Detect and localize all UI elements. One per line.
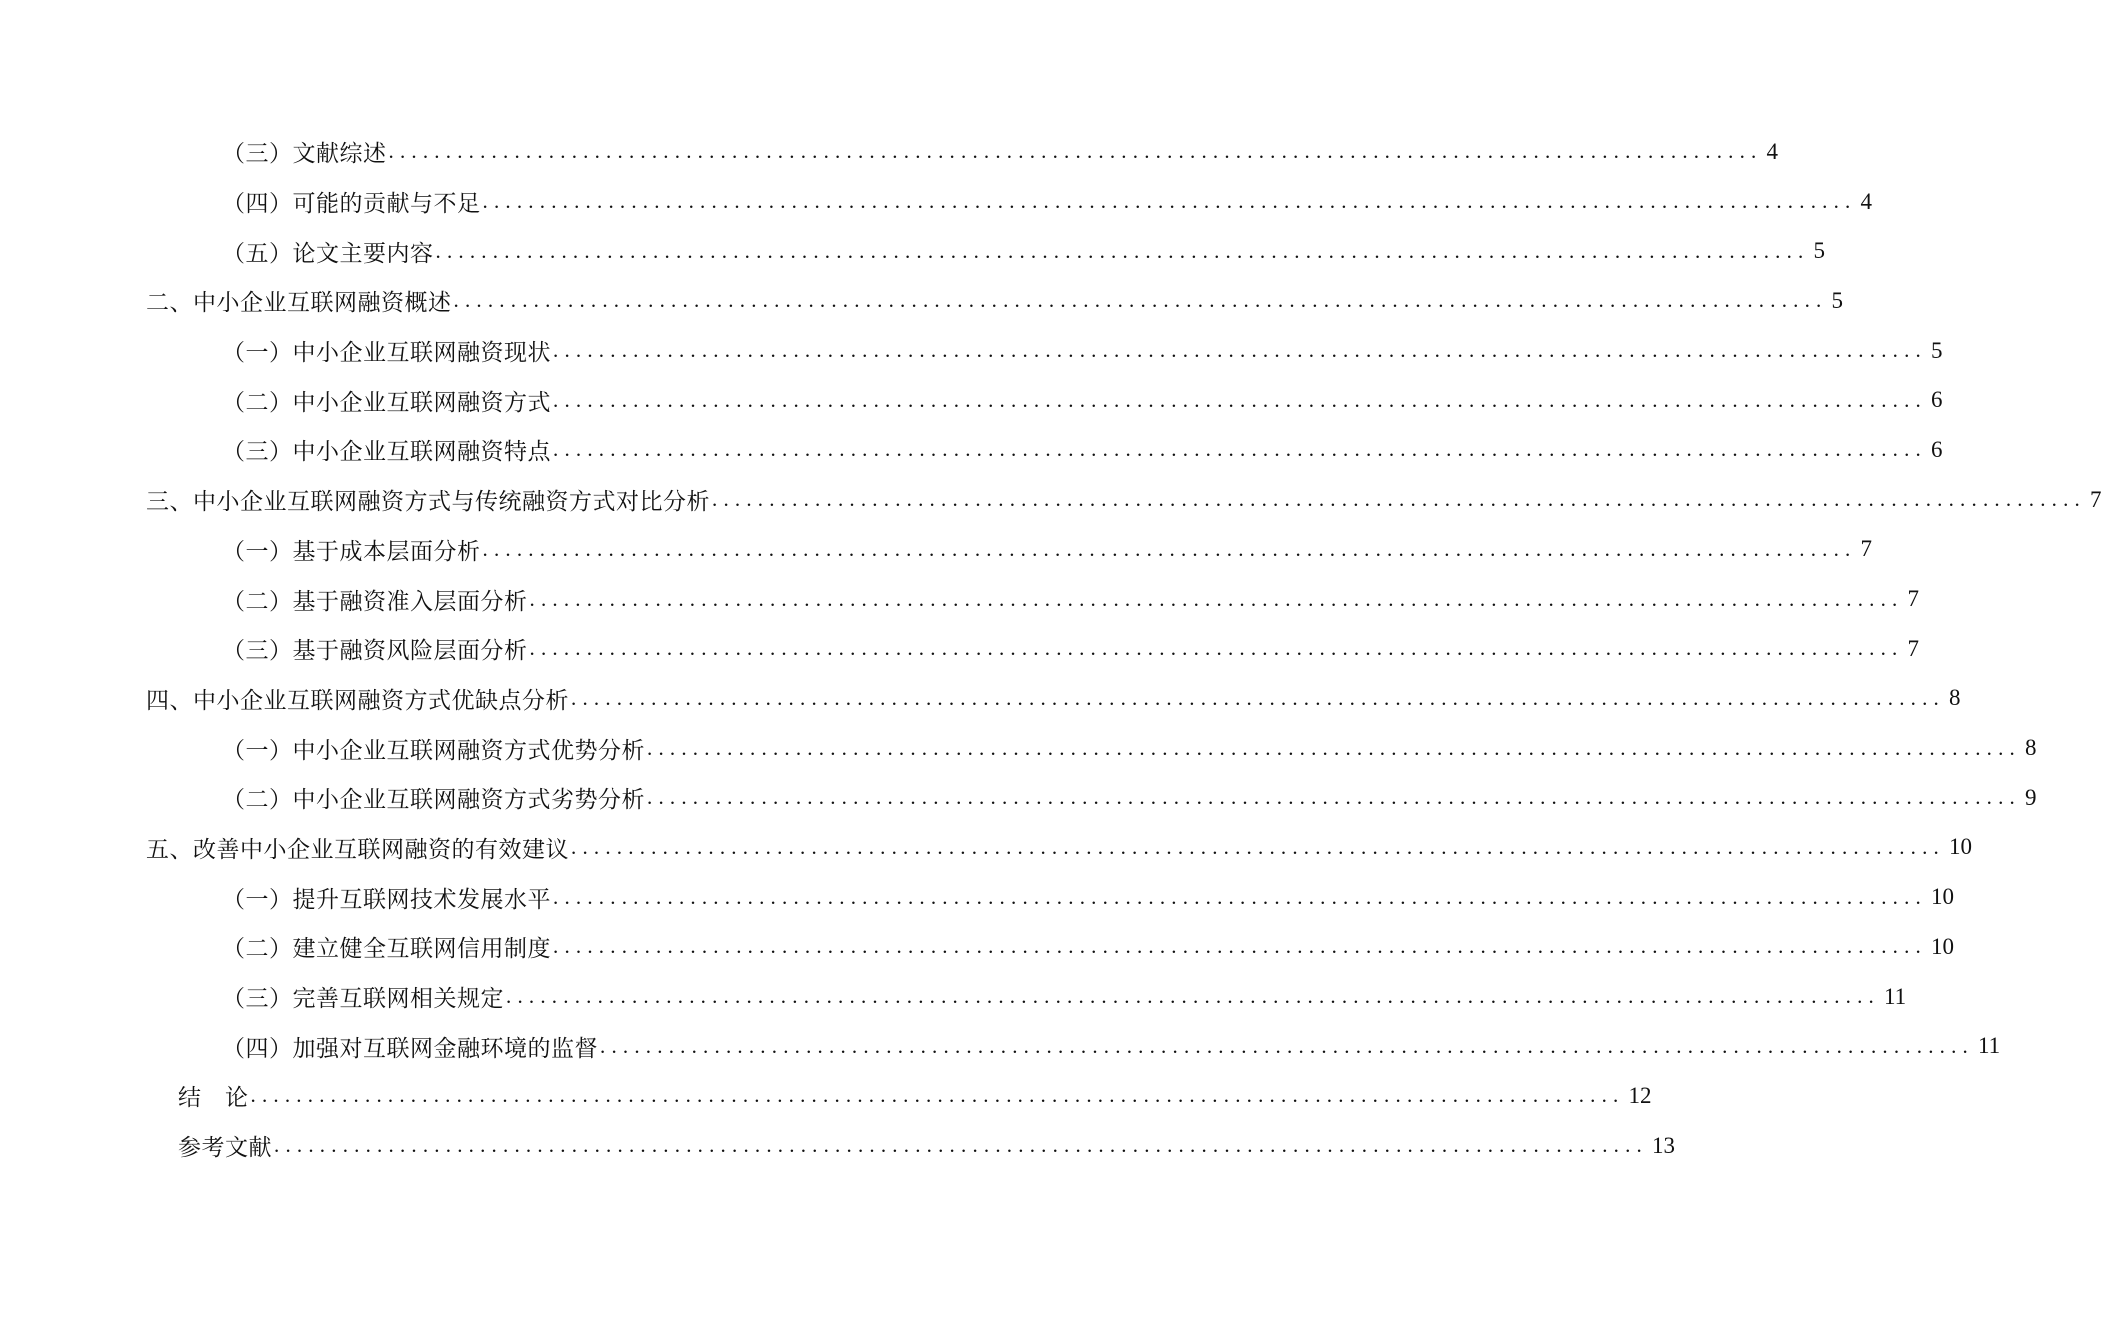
dot-leader: ........................................................................................................................ xyxy=(553,934,1927,959)
toc-entry[interactable] xyxy=(0,276,1843,326)
toc-entry[interactable] xyxy=(0,574,1919,624)
toc-entry-page: 6 xyxy=(1931,436,1943,462)
dot-leader: ........................................................................................................................ xyxy=(482,189,1857,214)
toc-entry[interactable] xyxy=(0,1021,2001,1071)
dot-leader: ........................................................................................................................ xyxy=(553,437,1927,462)
toc-entry-title: 三、中小企业互联网融资方式与传统融资方式对比分析 xyxy=(146,489,710,516)
toc-entry[interactable] xyxy=(0,177,1872,227)
toc-entry[interactable] xyxy=(0,922,1954,972)
dot-leader: ........................................................................................................................ xyxy=(482,536,1857,561)
dot-leader: ........................................................................................................................ xyxy=(506,984,1880,1009)
toc-entry-page: 8 xyxy=(2025,735,2037,761)
toc-entry-title: 二、中小企业互联网融资概述 xyxy=(146,290,452,317)
toc-entry-title: （二）基于融资准入层面分析 xyxy=(222,588,528,615)
toc-entry-title: 参考文献 xyxy=(178,1135,272,1162)
toc-entry-page: 12 xyxy=(1628,1082,1652,1108)
toc-entry[interactable] xyxy=(0,773,2037,823)
toc-entry[interactable] xyxy=(0,525,1872,575)
toc-entry[interactable] xyxy=(0,723,2037,773)
dot-leader: ........................................................................................................................ xyxy=(647,735,2021,760)
toc-entry-page: 7 xyxy=(1907,586,1919,612)
toc-entry-title: （二）中小企业互联网融资方式 xyxy=(222,389,551,416)
dot-leader: ........................................................................................................................ xyxy=(529,586,1904,611)
toc-entry-title: （五）论文主要内容 xyxy=(222,240,434,267)
toc-entry-page: 10 xyxy=(1949,834,1972,860)
toc-entry-page: 7 xyxy=(1907,635,1919,661)
toc-entry[interactable] xyxy=(0,326,1943,376)
toc-entry-title: （二）建立健全互联网信用制度 xyxy=(222,936,551,963)
toc-entry-title: （一）中小企业互联网融资现状 xyxy=(222,340,551,367)
toc-entry-title: （三）完善互联网相关规定 xyxy=(222,986,504,1013)
toc-entry-title: （四）可能的贡献与不足 xyxy=(222,191,481,218)
toc-entry[interactable] xyxy=(0,624,1919,674)
toc-entry-title: （三）基于融资风险层面分析 xyxy=(222,638,528,665)
toc-entry-title: （三）文献综述 xyxy=(222,141,387,168)
dot-leader: ........................................................................................................................ xyxy=(529,636,1904,661)
toc-entry[interactable] xyxy=(0,674,1961,724)
toc-entry-title: （一）提升互联网技术发展水平 xyxy=(222,886,551,913)
dot-leader: ........................................................................................................................ xyxy=(571,685,1945,710)
toc-entry[interactable] xyxy=(0,375,1943,425)
dot-leader: ........................................................................................................................ xyxy=(553,387,1927,412)
toc-entry[interactable] xyxy=(0,823,1972,873)
toc-entry-title: （一）中小企业互联网融资方式优势分析 xyxy=(222,737,645,764)
toc-entry-title: 五、改善中小企业互联网融资的有效建议 xyxy=(146,836,569,863)
toc-entry-page: 6 xyxy=(1931,387,1943,413)
toc-entry[interactable] xyxy=(0,972,1907,1022)
toc-entry-page: 13 xyxy=(1652,1132,1675,1158)
toc-entry[interactable] xyxy=(0,872,1954,922)
toc-entry-title: 四、中小企业互联网融资方式优缺点分析 xyxy=(146,687,569,714)
dot-leader: ........................................................................................................................ xyxy=(553,338,1927,363)
toc-entry-title: （二）中小企业互联网融资方式劣势分析 xyxy=(222,787,645,814)
toc-entry-page: 5 xyxy=(1931,337,1943,363)
dot-leader: ........................................................................................................................ xyxy=(571,834,1945,859)
toc-entry[interactable] xyxy=(0,1071,1652,1121)
toc-entry-page: 4 xyxy=(1860,188,1872,214)
table-of-contents xyxy=(0,127,2102,1170)
dot-leader: ........................................................................................................................ xyxy=(388,139,1763,164)
dot-leader: ........................................................................................................................ xyxy=(453,288,1828,313)
toc-entry-page: 10 xyxy=(1931,933,1954,959)
dot-leader: ........................................................................................................................ xyxy=(553,884,1927,909)
toc-entry-page: 7 xyxy=(2090,486,2102,512)
toc-entry-page: 5 xyxy=(1813,238,1825,264)
toc-entry-title: （一）基于成本层面分析 xyxy=(222,538,481,565)
toc-entry-page: 9 xyxy=(2025,784,2037,810)
toc-entry[interactable] xyxy=(0,1121,1675,1171)
toc-entry-page: 11 xyxy=(1884,983,1907,1009)
toc-entry-page: 5 xyxy=(1831,287,1843,313)
dot-leader: ........................................................................................................................ xyxy=(274,1133,1648,1158)
toc-entry-page: 11 xyxy=(1978,1033,2001,1059)
toc-entry[interactable] xyxy=(0,127,1778,177)
dot-leader: ........................................................................................................................ xyxy=(435,238,1810,263)
dot-leader: ........................................................................................................................ xyxy=(600,1033,1974,1058)
dot-leader: ........................................................................................................................ xyxy=(712,487,2086,512)
toc-entry[interactable] xyxy=(0,475,2102,525)
toc-entry-page: 4 xyxy=(1766,138,1778,164)
toc-entry[interactable] xyxy=(0,226,1825,276)
toc-entry[interactable] xyxy=(0,425,1943,475)
toc-entry-page: 10 xyxy=(1931,884,1954,910)
toc-entry-title: 结 论 xyxy=(178,1085,249,1112)
toc-entry-title: （三）中小企业互联网融资特点 xyxy=(222,439,551,466)
dot-leader: ........................................................................................................................ xyxy=(250,1083,1625,1108)
toc-entry-page: 8 xyxy=(1949,685,1961,711)
toc-entry-page: 7 xyxy=(1860,536,1872,562)
dot-leader: ........................................................................................................................ xyxy=(647,785,2021,810)
toc-entry-title: （四）加强对互联网金融环境的监督 xyxy=(222,1035,598,1062)
